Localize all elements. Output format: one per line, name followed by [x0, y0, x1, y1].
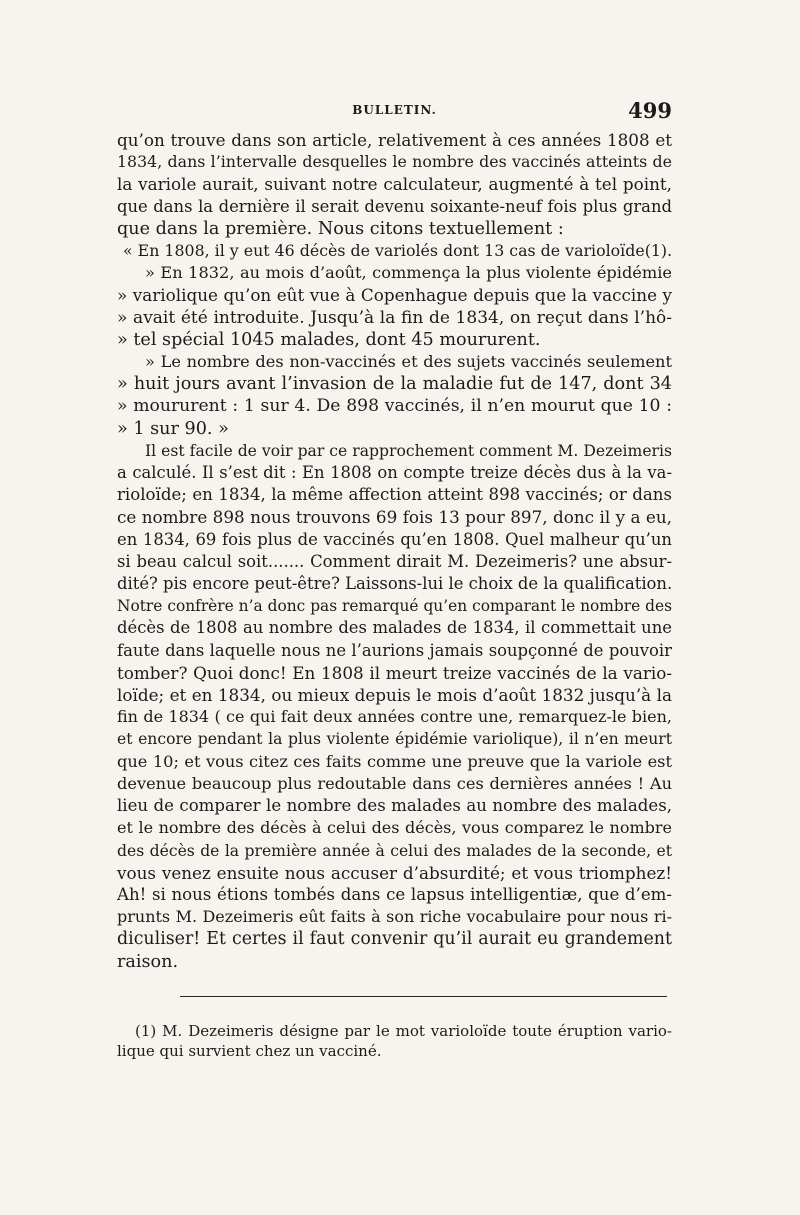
quote-line: » variolique qu’on eût vue à Copenhague depuis que la vaccine y [117, 285, 672, 306]
text-line: Ah! si nous étions tombés dans ce lapsus intelligentiæ, que d’em- [117, 884, 672, 904]
footnote [117, 1022, 672, 1061]
text-line: la variole aurait, suivant notre calculateur, augmenté à tel point, [117, 174, 672, 195]
quote-line: » moururent : 1 sur 4. De 898 vaccinés, il n’en mourut que 10 : [117, 396, 672, 417]
text-line: 1834, dans l’intervalle desquelles le nombre des vaccinés atteints de [117, 152, 672, 172]
text-line: Il est facile de voir par ce rapprochement comment M. Dezeimeris [145, 441, 672, 460]
page-header [117, 98, 672, 128]
body-text [117, 129, 672, 973]
text-line: vous venez ensuite nous accuser d’absurdité; et vous triomphez! [117, 862, 672, 883]
text-line: en 1834, 69 fois plus de vaccinés qu’en 1808. Quel malheur qu’un [117, 529, 672, 549]
text-line: fin de 1834 ( ce qui fait deux années contre une, remarquez-le bien, [117, 707, 672, 727]
running-head: BULLETIN. [352, 103, 437, 117]
text-line: Notre confrère n’a donc pas remarqué qu’en comparant le nombre des [117, 597, 672, 616]
text-line: faute dans laquelle nous ne l’aurions jamais soupçonné de pouvoir [117, 640, 672, 660]
text-line: que dans la dernière il serait devenu soixante-neuf fois plus grand [117, 196, 672, 216]
text-line: des décès de la première année à celui des malades de la seconde, et [117, 841, 672, 860]
quote-line: » avait été introduite. Jusqu’à la fin de 1834, on reçut dans l’hô- [117, 307, 672, 328]
text-line: lieu de comparer le nombre des malades au nombre des malades, [117, 796, 672, 816]
footnote-line: lique qui survient chez un vacciné. [117, 1041, 382, 1060]
text-line: et le nombre des décès à celui des décès, vous comparez le nombre [117, 818, 672, 838]
footnote-divider [180, 996, 667, 997]
text-line: qu’on trouve dans son article, relativement à ces années 1808 et [117, 130, 672, 150]
text-line: raison. [117, 951, 179, 972]
text-line: rioloïde; en 1834, la même affection atteint 898 vaccinés; or dans [117, 485, 672, 505]
text-line: si beau calcul soit....... Comment dirait M. Dezeimeris? une absur- [117, 551, 672, 571]
text-line: et encore pendant la plus violente épidémie variolique), il n’en meurt [117, 730, 672, 749]
page-number: 499 [628, 98, 672, 123]
text-line: ce nombre 898 nous trouvons 69 fois 13 pour 897, donc il y a eu, [117, 507, 672, 528]
text-line: que 10; et vous citez ces faits comme une preuve que la variole est [117, 751, 672, 771]
footnote-line: (1) M. Dezeimeris désigne par le mot varioloïde toute éruption vario- [135, 1022, 672, 1040]
quote-line: » huit jours avant l’invasion de la maladie fut de 147, dont 34 [117, 374, 672, 395]
quote-line: » Le nombre des non-vaccinés et des sujets vaccinés seulement [145, 352, 672, 372]
text-line: dité? pis encore peut-être? Laissons-lui le choix de la qualification. [117, 574, 672, 594]
text-line: que dans la première. Nous citons textuellement : [117, 218, 564, 239]
quote-line: » 1 sur 90. » [117, 418, 229, 439]
text-line: décès de 1808 au nombre des malades de 1834, il commettait une [117, 618, 672, 638]
text-line: devenue beaucoup plus redoutable dans ces dernières années ! Au [117, 773, 672, 793]
text-line: loïde; et en 1834, ou mieux depuis le mois d’août 1832 jusqu’à la [117, 685, 672, 706]
quote-line: » En 1832, au mois d’août, commença la plus violente épidémie [145, 263, 672, 283]
quote-line: « En 1808, il y eut 46 décès de variolés dont 13 cas de varioloïde(1). [123, 241, 672, 261]
quote-line: » tel spécial 1045 malades, dont 45 moururent. [117, 329, 541, 350]
text-line: prunts M. Dezeimeris eût faits à son riche vocabulaire pour nous ri- [117, 907, 672, 927]
text-line: diculiser! Et certes il faut convenir qu’il aurait eu grandement [117, 929, 672, 950]
text-line: tomber? Quoi donc! En 1808 il meurt treize vaccinés de la vario- [117, 662, 672, 683]
text-line: a calculé. Il s’est dit : En 1808 on compte treize décès dus à la va- [117, 463, 672, 483]
